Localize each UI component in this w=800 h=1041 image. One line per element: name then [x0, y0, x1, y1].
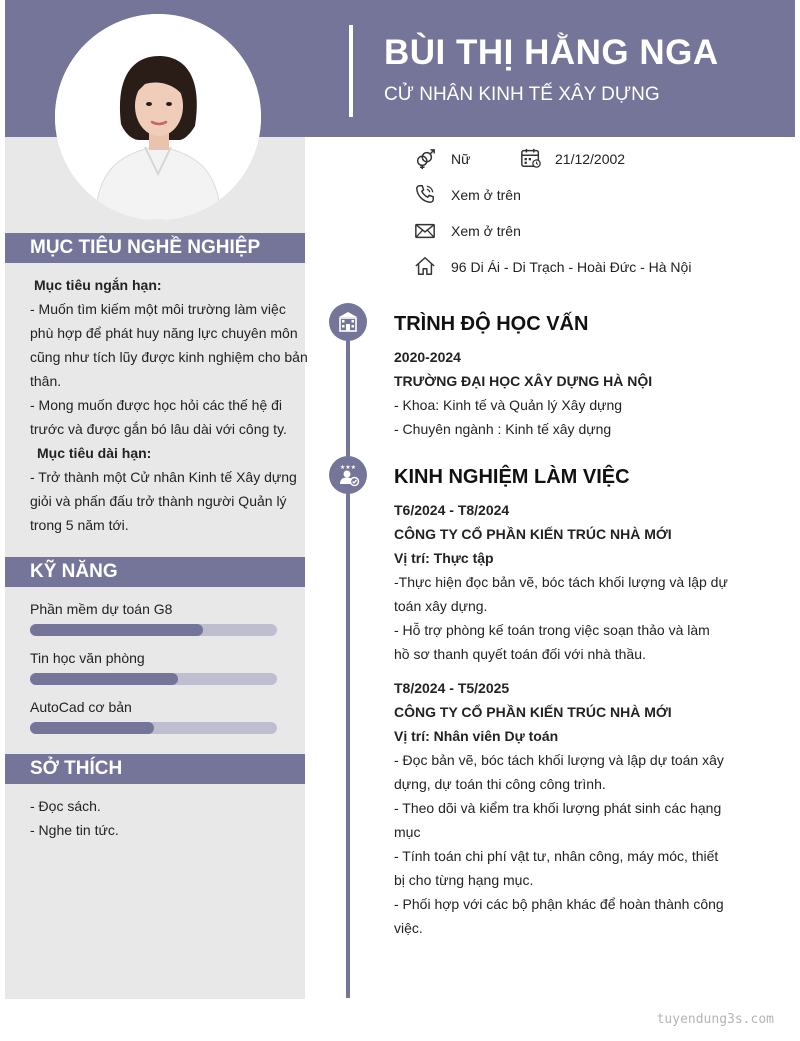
candidate-name: BÙI THỊ HẰNG NGA [384, 33, 719, 72]
gender-icon [414, 148, 436, 170]
objective-line: - Muốn tìm kiếm một môi trường làm việc [30, 301, 286, 317]
education-heading: TRÌNH ĐỘ HỌC VẤN [394, 313, 589, 335]
email-value: Xem ở trên [451, 223, 521, 239]
job-detail: - Theo dõi và kiểm tra khối lượng phát sinh các hạng [394, 800, 722, 816]
email-icon [414, 220, 436, 242]
objective-line: phù hợp để phát huy năng lực chuyên môn [30, 325, 298, 341]
svg-text:★★★: ★★★ [339, 464, 357, 471]
phone-icon [414, 183, 436, 205]
job-detail: mục [394, 824, 421, 840]
job-detail: hồ sơ thanh quyết toán đối với nhà thầu. [394, 646, 646, 662]
skill-name: Tin học văn phòng [30, 650, 145, 666]
school-icon [336, 310, 360, 334]
employee-rating-icon [335, 462, 361, 488]
job-detail: dựng, dự toán thi công công trình. [394, 776, 606, 792]
job-company: CÔNG TY CỔ PHẦN KIẾN TRÚC NHÀ MỚI [394, 704, 672, 720]
skill-bar-fill [30, 624, 203, 636]
job-detail: toán xây dựng. [394, 598, 488, 614]
skill-bar-track [30, 673, 277, 685]
objective-line: thân. [30, 373, 62, 389]
watermark-text: tuyendung3s.com [656, 1012, 774, 1027]
objective-line: giỏi và phấn đấu trở thành người Quản lý [30, 493, 287, 509]
job-company: CÔNG TY CỔ PHẦN KIẾN TRÚC NHÀ MỚI [394, 526, 672, 542]
name-divider [349, 25, 353, 117]
experience-heading: KINH NGHIỆM LÀM VIỆC [394, 466, 630, 488]
objective-heading: MỤC TIÊU NGHỀ NGHIỆP [5, 233, 305, 263]
education-icon-badge [329, 303, 367, 341]
job-detail: - Hỗ trợ phòng kế toán trong việc soạn thảo và làm [394, 622, 710, 638]
job-detail: - Phối hợp với các bộ phận khác để hoàn thành công [394, 896, 724, 912]
job-position: Vị trí: Nhân viên Dự toán [394, 728, 559, 744]
objective-short-label: Mục tiêu ngắn hạn: [34, 277, 162, 293]
skill-bar-track [30, 624, 277, 636]
experience-icon-badge [329, 456, 367, 494]
objective-long-label: Mục tiêu dài hạn: [37, 445, 152, 461]
birthday-value: 21/12/2002 [555, 151, 626, 167]
job-detail: việc. [394, 920, 423, 936]
candidate-title: CỬ NHÂN KINH TẾ XÂY DỰNG [384, 84, 660, 105]
objective-line: - Mong muốn được học hỏi các thế hệ đi [30, 397, 283, 413]
skills-heading: KỸ NĂNG [5, 557, 305, 587]
skill-bar-fill [30, 673, 178, 685]
job-detail: - Tính toán chi phí vật tư, nhân công, máy móc, thiết [394, 848, 719, 864]
home-icon [414, 255, 436, 277]
skill-name: AutoCad cơ bản [30, 699, 132, 715]
education-detail: - Khoa: Kinh tế và Quản lý Xây dựng [394, 397, 623, 413]
skill-bar-fill [30, 722, 154, 734]
job-period: T6/2024 - T8/2024 [394, 502, 510, 518]
timeline-line [346, 320, 350, 998]
address-value: 96 Di Ái - Di Trạch - Hoài Đức - Hà Nội [451, 259, 692, 275]
education-school: TRƯỜNG ĐẠI HỌC XÂY DỰNG HÀ NỘI [394, 373, 653, 389]
objective-line: trong 5 năm tới. [30, 517, 129, 533]
gender-value: Nữ [451, 151, 471, 167]
phone-value: Xem ở trên [451, 187, 521, 203]
profile-photo-illustration [55, 14, 261, 220]
job-detail: - Đọc bản vẽ, bóc tách khối lượng và lập dự toán xây [394, 752, 724, 768]
job-position: Vị trí: Thực tập [394, 550, 494, 566]
skill-name: Phần mềm dự toán G8 [30, 601, 173, 617]
objective-line: - Trở thành một Cử nhân Kinh tế Xây dựng [30, 469, 297, 485]
education-detail: - Chuyên ngành : Kinh tế xây dựng [394, 421, 612, 437]
hobby-item: - Đọc sách. [30, 798, 101, 814]
objective-line: cũng như tích lũy được kinh nghiệm cho bản [30, 349, 308, 365]
job-period: T8/2024 - T5/2025 [394, 680, 510, 696]
skill-bar-track [30, 722, 277, 734]
objective-line: trước và được gắn bó lâu dài với công ty. [30, 421, 287, 437]
education-period: 2020-2024 [394, 349, 461, 365]
job-detail: -Thực hiện đọc bản vẽ, bóc tách khối lượng và lập dự [394, 574, 728, 590]
profile-photo [55, 14, 261, 220]
job-detail: bị cho từng hạng mục. [394, 872, 534, 888]
hobby-item: - Nghe tin tức. [30, 822, 119, 838]
calendar-icon [520, 147, 542, 169]
hobbies-heading: SỞ THÍCH [5, 754, 305, 784]
